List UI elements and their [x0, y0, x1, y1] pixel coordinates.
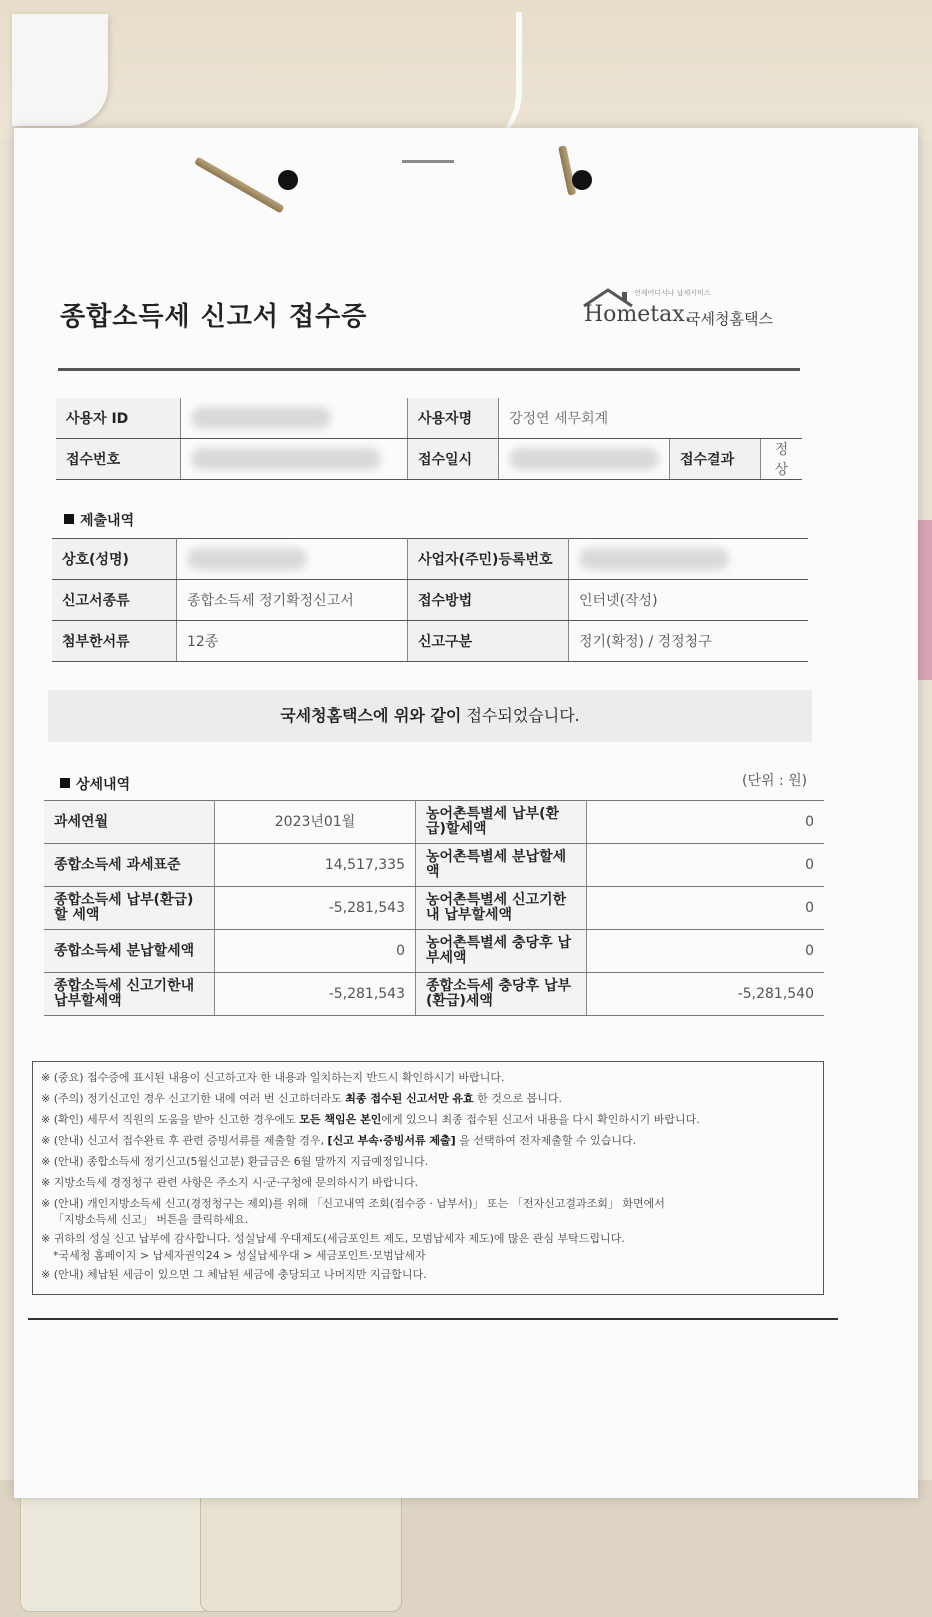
table-row	[56, 439, 802, 480]
form-type-value: 종합소득세 정기확정신고서	[177, 580, 408, 621]
detail-value: -5,281,540	[587, 973, 825, 1016]
redacted-mask	[579, 548, 729, 570]
detail-label: 농어촌특별세 신고기한내 납부할세액	[416, 887, 587, 930]
square-bullet-icon	[64, 514, 74, 524]
notice-line: ※ (안내) 신고서 접수완료 후 관련 증빙서류를 제출할 경우, [신고 부속·증빙서류 제출] 을 선택하여 전자제출할 수 있습니다.	[41, 1134, 637, 1147]
receipt-no-value	[181, 439, 408, 480]
detail-value: 0	[587, 844, 825, 887]
detail-label: 과세연월	[44, 801, 215, 844]
notice-line: ※ 지방소득세 경정청구 관련 사항은 주소지 시·군·구청에 문의하시기 바랍니다.	[41, 1176, 419, 1189]
notice-line: ※ (안내) 체납된 세금이 있으면 그 체납된 세금에 충당되고 나머지만 지급합니다.	[41, 1268, 427, 1281]
detail-label: 종합소득세 충당후 납부(환급)세액	[416, 973, 587, 1016]
detail-value: 2023년01월	[215, 801, 416, 844]
notice-line: *국세청 홈페이지 > 납세자권익24 > 성실납세우대 > 세금포인트·모범납세자	[53, 1249, 426, 1262]
filing-type-label: 신고구분	[408, 621, 569, 662]
method-label: 접수방법	[408, 580, 569, 621]
detail-label: 농어촌특별세 분납할세액	[416, 844, 587, 887]
square-bullet-icon	[60, 778, 70, 788]
table-row	[52, 580, 808, 621]
registration-no-label: 사업자(주민)등록번호	[408, 539, 569, 580]
detail-value: 0	[587, 887, 825, 930]
table-row	[44, 844, 824, 887]
binder-prong	[558, 145, 576, 196]
punch-hole	[572, 170, 592, 190]
user-name-value: 강정연 세무회계	[499, 398, 803, 439]
notice-line: ※ (안내) 종합소득세 정기신고(5월신고분) 환급금은 6월 말까지 지급예정입니다.	[41, 1155, 429, 1168]
method-value: 인터넷(작성)	[569, 580, 809, 621]
under-card	[200, 1490, 402, 1612]
receipt-date-label: 접수일시	[408, 439, 499, 480]
receipt-no-label: 접수번호	[56, 439, 181, 480]
confirmation-banner: 국세청홈택스에 위와 같이 접수되었습니다.	[48, 690, 812, 742]
title-divider	[58, 368, 800, 371]
detail-label: 종합소득세 납부(환급)할 세액	[44, 887, 215, 930]
result-label: 접수결과	[670, 439, 761, 480]
detail-label: 종합소득세 신고기한내 납부할세액	[44, 973, 215, 1016]
table-row	[44, 973, 824, 1016]
redacted-mask	[187, 548, 307, 570]
hometax-logo	[582, 288, 802, 338]
logo-text: Hometax.	[584, 302, 692, 327]
computer-mouse	[12, 14, 108, 126]
detail-table	[44, 800, 824, 1016]
detail-value: 14,517,335	[215, 844, 416, 887]
table-row	[44, 887, 824, 930]
result-value: 정상	[761, 439, 803, 480]
staple	[402, 160, 454, 163]
notice-line: ※ 귀하의 성실 신고 납부에 감사합니다. 성실납세 우대제도(세금포인트 제도, 모범납세자 제도)에 많은 관심 부탁드립니다.	[41, 1232, 625, 1245]
redacted-mask	[191, 407, 331, 429]
detail-value: -5,281,543	[215, 887, 416, 930]
table-row	[56, 398, 802, 439]
notice-box	[32, 1061, 824, 1295]
detail-value: -5,281,543	[215, 973, 416, 1016]
submission-section-title: 제출내역	[64, 510, 134, 530]
detail-label: 농어촌특별세 충당후 납부세액	[416, 930, 587, 973]
redacted-mask	[191, 448, 381, 470]
user-id-label: 사용자 ID	[56, 398, 181, 439]
detail-label: 종합소득세 분납할세액	[44, 930, 215, 973]
table-row	[44, 801, 824, 844]
notice-line: ※ (중요) 접수증에 표시된 내용이 신고하고자 한 내용과 일치하는지 반드시 확인하시기 바랍니다.	[41, 1071, 505, 1084]
notice-line: ※ (주의) 정기신고인 경우 신고기한 내에 여러 번 신고하더라도 최종 접수된 신고서만 유효 한 것으로 봅니다.	[41, 1092, 563, 1105]
table-row	[52, 621, 808, 662]
attachments-label: 첨부한서류	[52, 621, 177, 662]
receipt-date-value	[499, 439, 670, 480]
detail-value: 0	[587, 930, 825, 973]
detail-value: 0	[215, 930, 416, 973]
registration-no-value	[569, 539, 809, 580]
user-name-label: 사용자명	[408, 398, 499, 439]
user-id-value	[181, 398, 408, 439]
receipt-info-table	[56, 398, 802, 480]
table-row	[52, 539, 808, 580]
business-name-value	[177, 539, 408, 580]
logo-org: 국세청홈택스	[686, 310, 773, 328]
business-name-label: 상호(성명)	[52, 539, 177, 580]
submission-table	[52, 538, 808, 662]
binder-prong	[194, 157, 285, 214]
detail-section-title: 상세내역	[60, 774, 130, 794]
notice-line: 「지방소득세 신고」 버튼을 클릭하세요.	[53, 1213, 249, 1226]
bottom-divider	[28, 1318, 838, 1320]
redacted-mask	[509, 448, 659, 470]
filing-type-value: 정기(확정) / 경정청구	[569, 621, 809, 662]
document-title: 종합소득세 신고서 접수증	[60, 302, 368, 332]
receipt-paper	[14, 128, 918, 1498]
detail-label: 종합소득세 과세표준	[44, 844, 215, 887]
attachments-value: 12종	[177, 621, 408, 662]
notice-line: ※ (안내) 개인지방소득세 신고(경정청구는 제외)를 위해 「신고내역 조회(접수증 · 납부서)」 또는 「전자신고결과조회」 화면에서	[41, 1197, 665, 1210]
form-type-label: 신고서종류	[52, 580, 177, 621]
table-row	[44, 930, 824, 973]
notice-line: ※ (확인) 세무서 직원의 도움을 받아 신고한 경우에도 모든 책임은 본인에게 있으니 최종 접수된 신고서 내용을 다시 확인하시기 바랍니다.	[41, 1113, 700, 1126]
detail-label: 농어촌특별세 납부(환급)할세액	[416, 801, 587, 844]
logo-tagline: 언제어디서나 납세서비스	[634, 289, 711, 297]
detail-value: 0	[587, 801, 825, 844]
unit-label: (단위 : 원)	[742, 773, 808, 789]
punch-hole	[278, 170, 298, 190]
